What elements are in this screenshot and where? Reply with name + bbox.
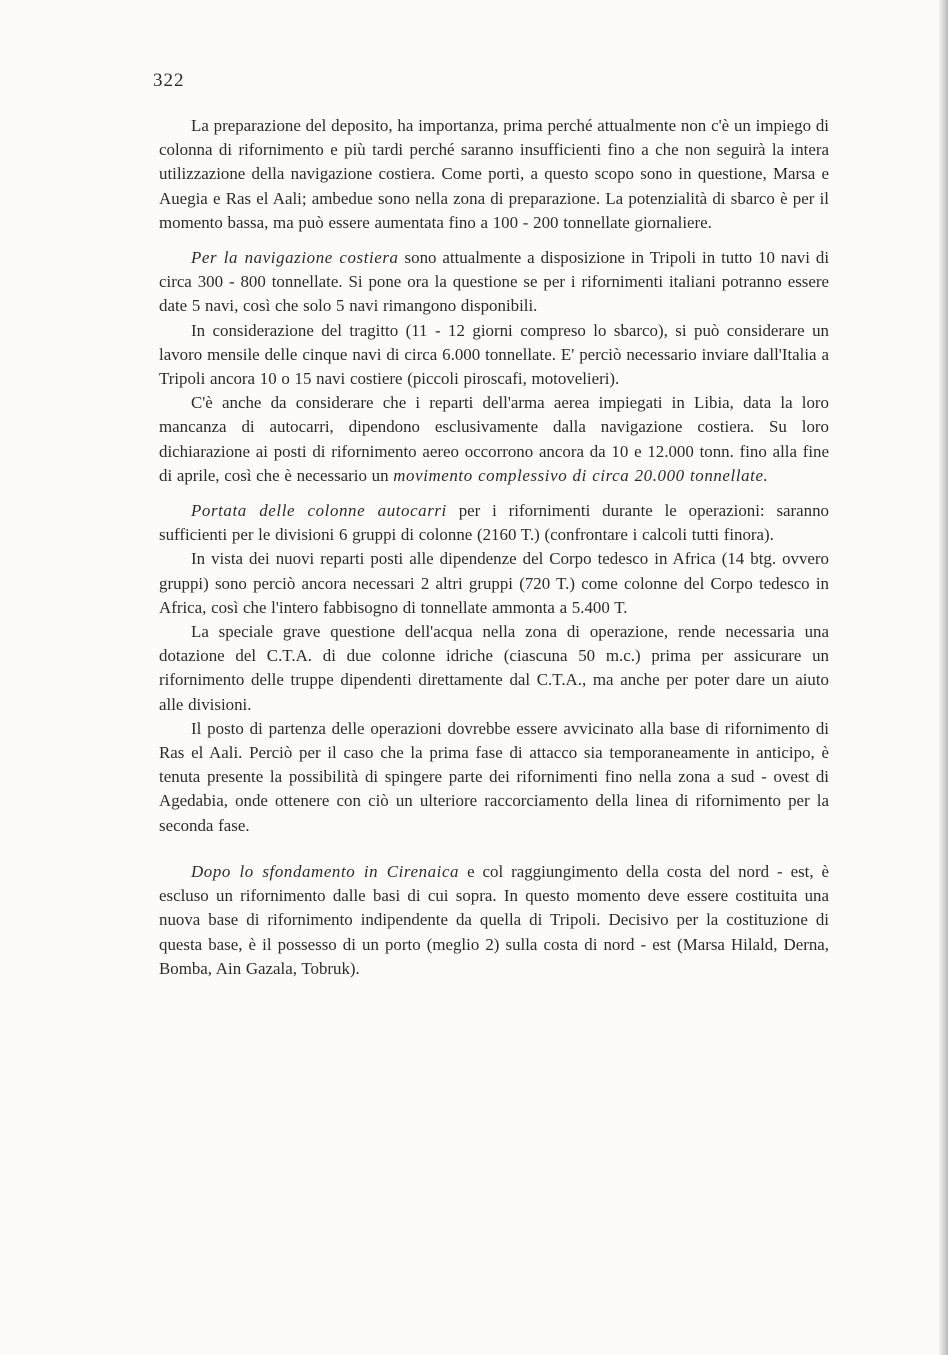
- paragraph-text: La preparazione del deposito, ha importanza, prima perché attualmente non c'è un impiego di colonna di rifornimento e più tardi perché saranno insufficienti fino a che non seguirà la intera utilizzazione della navigazione costiera. Come porti, a questo scopo sono in questione, Marsa e Auegia e Ras el Aali; ambedue sono nella zona di preparazione. La potenzialità di sbarco è per il momento bassa, ma può essere aumentata fino a 100 - 200 tonnellate giornaliere.: [159, 116, 829, 232]
- paragraph-text: In vista dei nuovi reparti posti alle dipendenze del Corpo tedesco in Africa (14 btg. ovvero gruppi) sono perciò ancora necessari 2 altri gruppi (720 T.) come colonne del Corpo tedesco in Africa, così che l'intero fabbisogno di tonnellate ammonta a 5.400 T.: [159, 549, 829, 617]
- paragraph-questione-acqua: [159, 620, 829, 717]
- paragraph-italic-heading: Dopo lo sfondamento in Cirenaica: [191, 861, 460, 881]
- body-text: [159, 114, 829, 981]
- paragraph-italic-heading: Portata delle colonne autocarri: [191, 501, 447, 521]
- paragraph-tragitto: [159, 319, 829, 392]
- page-number: 322: [153, 70, 185, 91]
- paragraph-text: In considerazione del tragitto (11 - 12 giorni compreso lo sbarco), si può considerare un lavoro mensile delle cinque navi di circa 6.000 tonnellate. E' perciò necessario inviare dall'Italia a Tripoli ancora 10 o 15 navi costiere (piccoli piroscafi, motovelieri).: [159, 320, 829, 389]
- page-edge-shadow: [938, 0, 948, 1355]
- paragraph-sfondamento-cirenaica: [159, 860, 829, 981]
- paragraph-italic-conclusion: movimento complessivo di circa 20.000 tonnellate.: [393, 465, 769, 485]
- paragraph-text: Il posto di partenza delle operazioni dovrebbe essere avvicinato alla base di rifornimento di Ras el Aali. Perciò per il caso che la prima fase di attacco sia temporaneamente in anticipo, è tenuta presente la possibilità di spingere parte dei rifornimenti fino nella zona a sud - ovest di Agedabia, onde ottenere con ciò un ulteriore raccorciamento della linea di rifornimento per la seconda fase.: [159, 718, 829, 835]
- paragraph-italic-heading: Per la navigazione costiera: [191, 248, 399, 268]
- paragraph-arma-aerea: [159, 391, 829, 488]
- paragraph-navigazione-costiera: [159, 246, 829, 319]
- paragraph-colonne-autocarri: [159, 499, 829, 547]
- paragraph-text: sono attualmente a disposizione in Tripoli in tutto 10 navi di circa 300 - 800 tonnellate. Si pone ora la questione se per i rifornimenti italiani potranno essere date 5 navi, così che solo 5 navi rimangono disponibili.: [159, 248, 830, 316]
- paragraph-deposito: [159, 114, 829, 235]
- paragraph-posto-partenza: [159, 717, 829, 838]
- paragraph-nuovi-reparti: [159, 547, 829, 620]
- paragraph-text: C'è anche da considerare che i reparti dell'arma aerea impiegati in Libia, data la loro mancanza di autocarri, dipendono esclusivamente dalla navigazione costiera. Su loro dichiarazione ai posti di rifornimento aereo occorrono ancora da 10 e 12.000 tonn. fino alla fine di aprile, così che è necessario un: [159, 393, 829, 485]
- paragraph-text: per i rifornimenti durante le operazioni: saranno sufficienti per le divisioni 6 gruppi di colonne (2160 T.) (confrontare i calcoli tutti finora).: [159, 501, 829, 545]
- paragraph-text: e col raggiungimento della costa del nord - est, è escluso un rifornimento dalle basi di cui sopra. In questo momento deve essere costituita una nuova base di rifornimento indipendente da quella di Tripoli. Decisivo per la costituzione di questa base, è il possesso di un porto (meglio 2) sulla costa di nord - est (Marsa Hilald, Derna, Bomba, Ain Gazala, Tobruk).: [159, 861, 830, 978]
- paragraph-text: La speciale grave questione dell'acqua nella zona di operazione, rende necessaria una dotazione del C.T.A. di due colonne idriche (ciascuna 50 m.c.) prima per assicurare un rifornimento delle truppe dipendenti direttamente dal C.T.A., ma anche per poter dare un aiuto alle divisioni.: [159, 622, 829, 714]
